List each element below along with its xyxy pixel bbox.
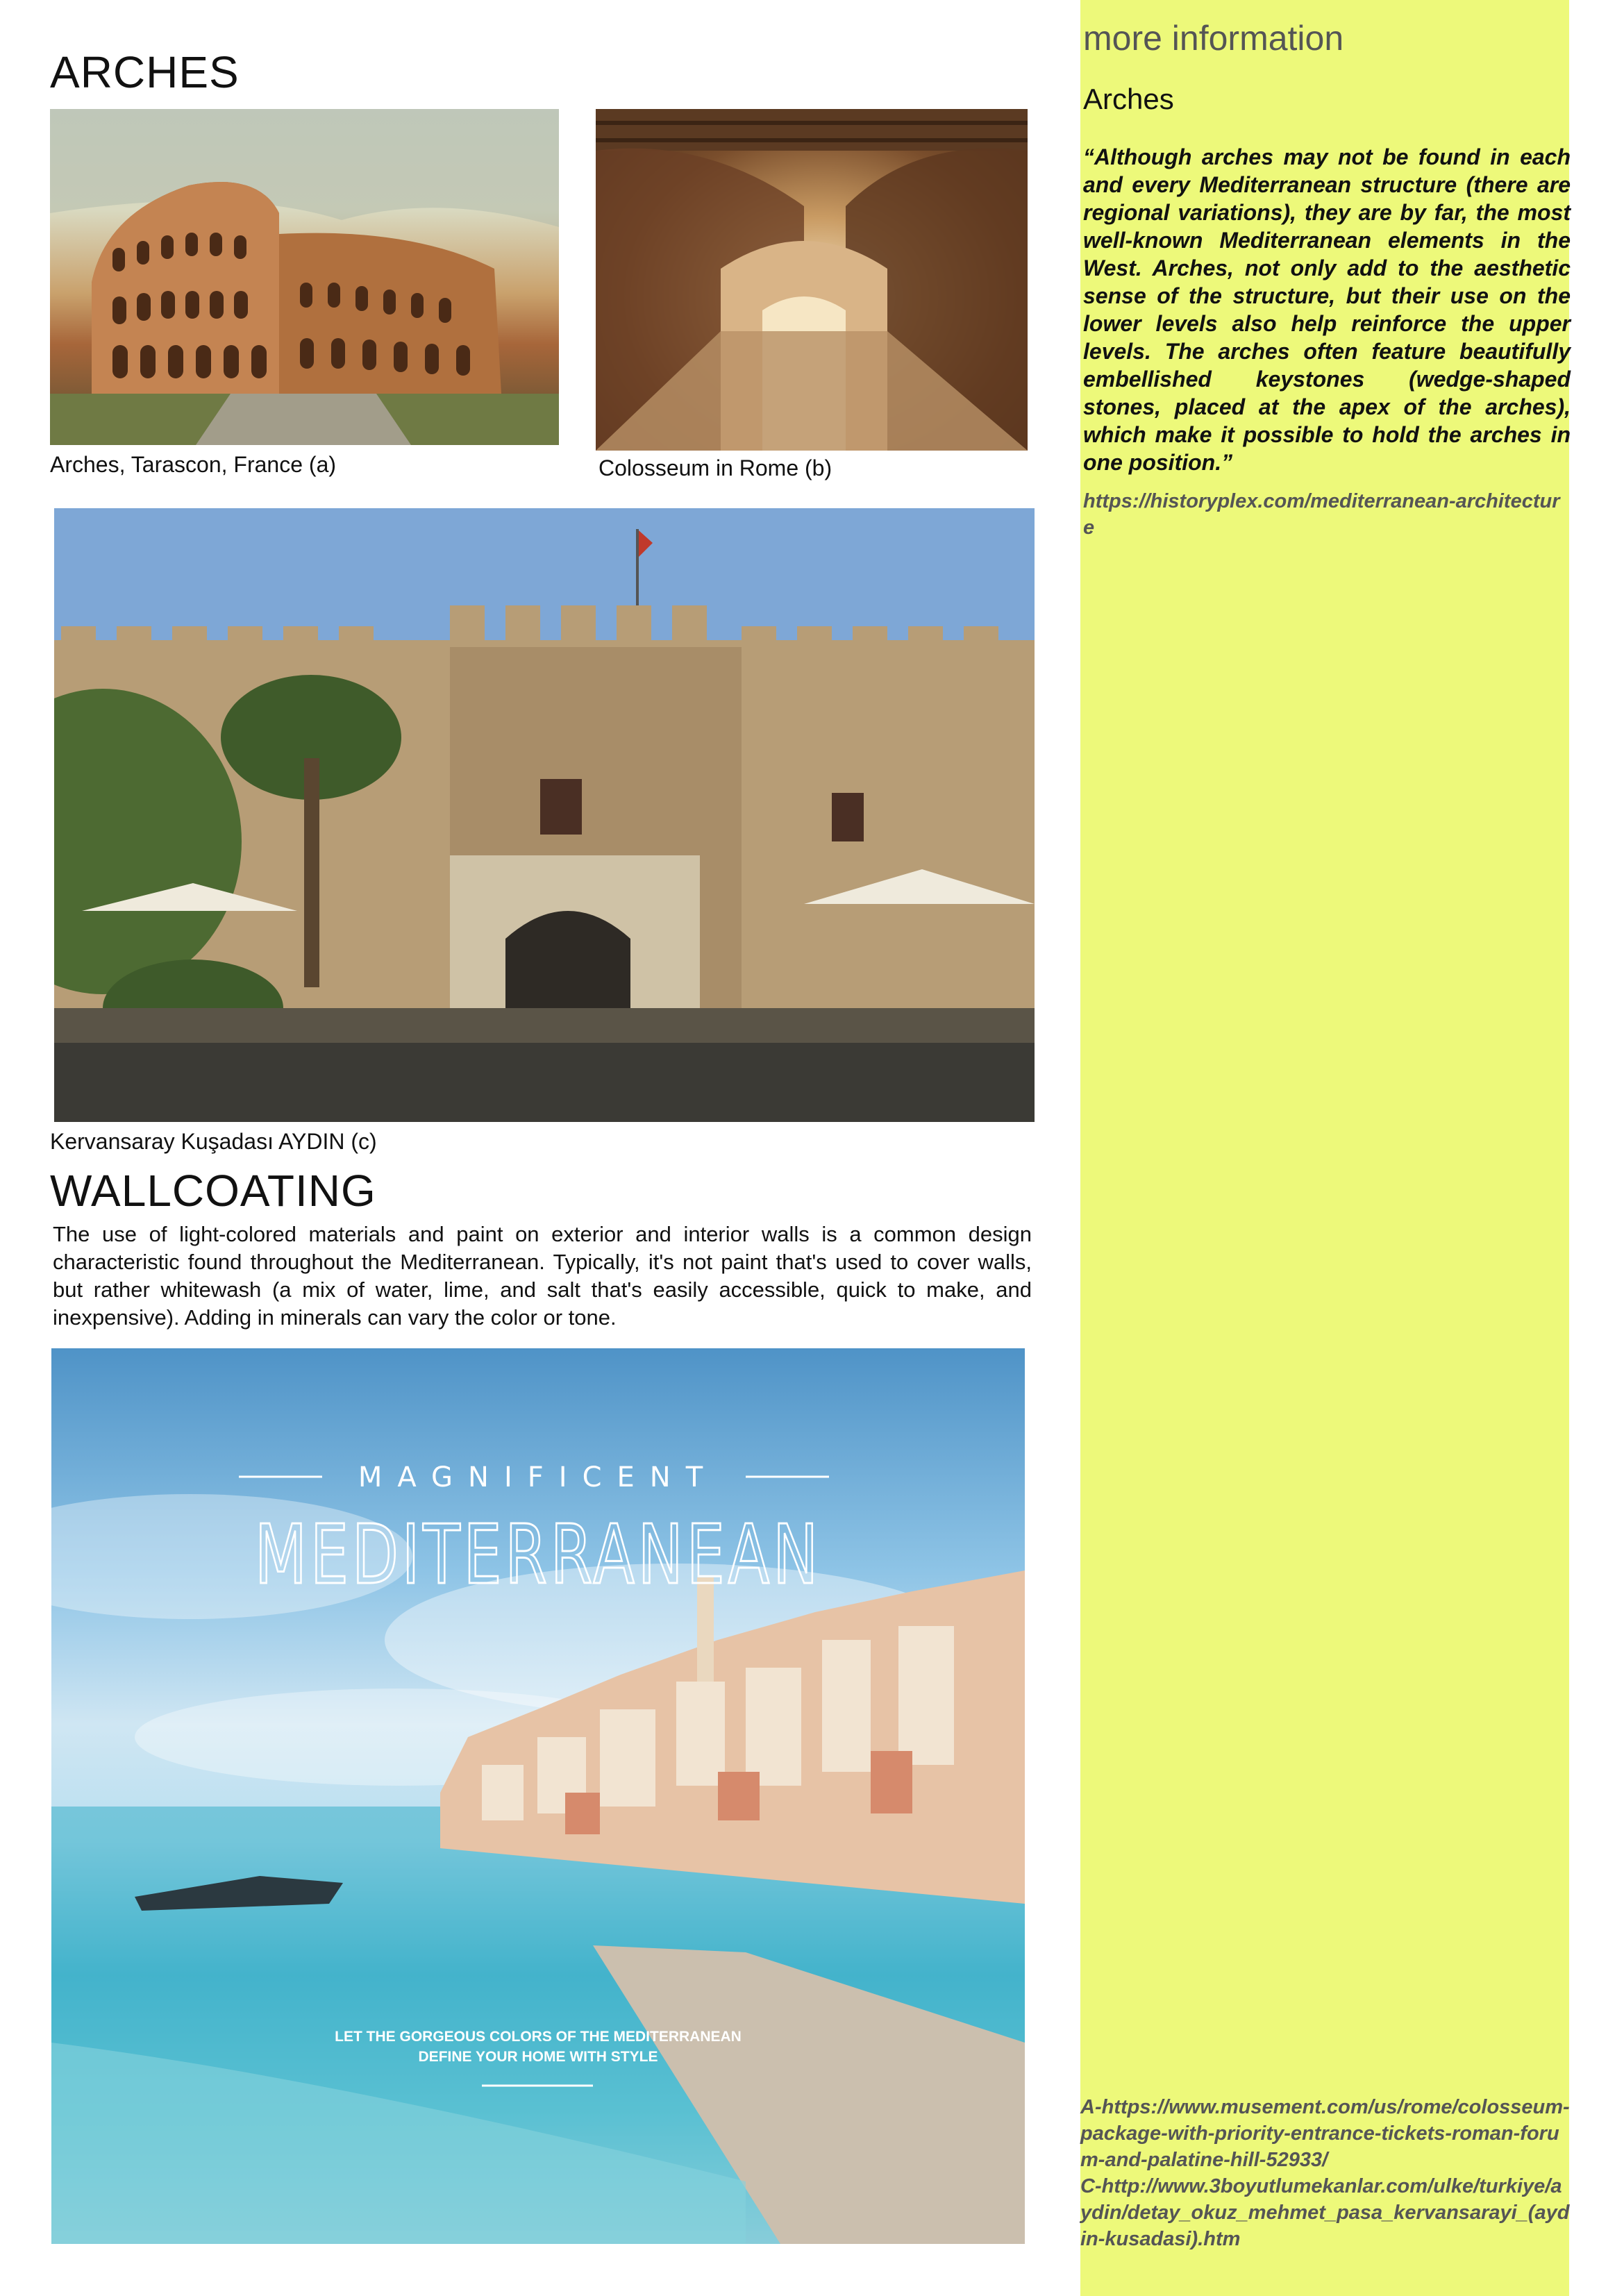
- sidebar-title: more information: [1083, 19, 1344, 58]
- reference-c-link[interactable]: C-http://www.3boyutlumekanlar.com/ulke/turkiye/aydin/detay_okuz_mehmet_pasa_kervansarayi_(aydin-kusadasi).htm: [1080, 2175, 1570, 2250]
- poster-main-word: MEDITERRANEAN: [254, 1507, 822, 1602]
- kervansaray-photo: [54, 508, 1035, 1122]
- arches-heading: ARCHES: [50, 47, 240, 97]
- photo-b-caption: Colosseum in Rome (b): [598, 455, 832, 480]
- mediterranean-poster: [51, 1348, 1025, 2244]
- photo-a-caption: Arches, Tarascon, France (a): [50, 452, 337, 477]
- colosseum-photo: [50, 109, 559, 445]
- wallcoating-heading: WALLCOATING: [50, 1166, 376, 1216]
- reference-list: [1080, 2094, 1571, 2252]
- sidebar-quote: “Although arches may not be found in each and every Mediterranean structure (there are regional variations), they are by far, the most well-known Mediterranean elements in the West. Arches, not only add to the aesthetic sense of the structure, but their use on the lower levels also help reinforce the upper levels. The arches often feature beautifully embellished keystones (wedge-shaped stones, placed at the apex of the arches), which make it possible to hold the arches in one position.”: [1083, 144, 1571, 475]
- quote-source-link[interactable]: https://historyplex.com/mediterranean-architecture: [1083, 490, 1560, 539]
- poster-tagline-2: DEFINE YOUR HOME WITH STYLE: [418, 2049, 658, 2065]
- photo-c-caption: Kervansaray Kuşadası AYDIN (c): [50, 1129, 377, 1154]
- reference-a-link[interactable]: A-https://www.musement.com/us/rome/colosseum-package-with-priority-entrance-tickets-roman-forum-and-palatine-hill-52933/: [1080, 2096, 1570, 2171]
- poster-top-line: MAGNIFICENT: [358, 1461, 719, 1493]
- poster-tagline-1: LET THE GORGEOUS COLORS OF THE MEDITERRANEAN: [335, 2029, 742, 2045]
- wallcoating-paragraph: The use of light-colored materials and paint on exterior and interior walls is a common design characteristic found throughout the Mediterranean. Typically, it's not paint that's used to cover walls, but rather whitewash (a mix of water, lime, and salt that's easily accessible, quick to make, and inexpensive). Adding in minerals can vary the color or tone.: [53, 1222, 1032, 1330]
- sidebar-subtitle: Arches: [1083, 83, 1174, 115]
- arcade-photo: [596, 109, 1028, 451]
